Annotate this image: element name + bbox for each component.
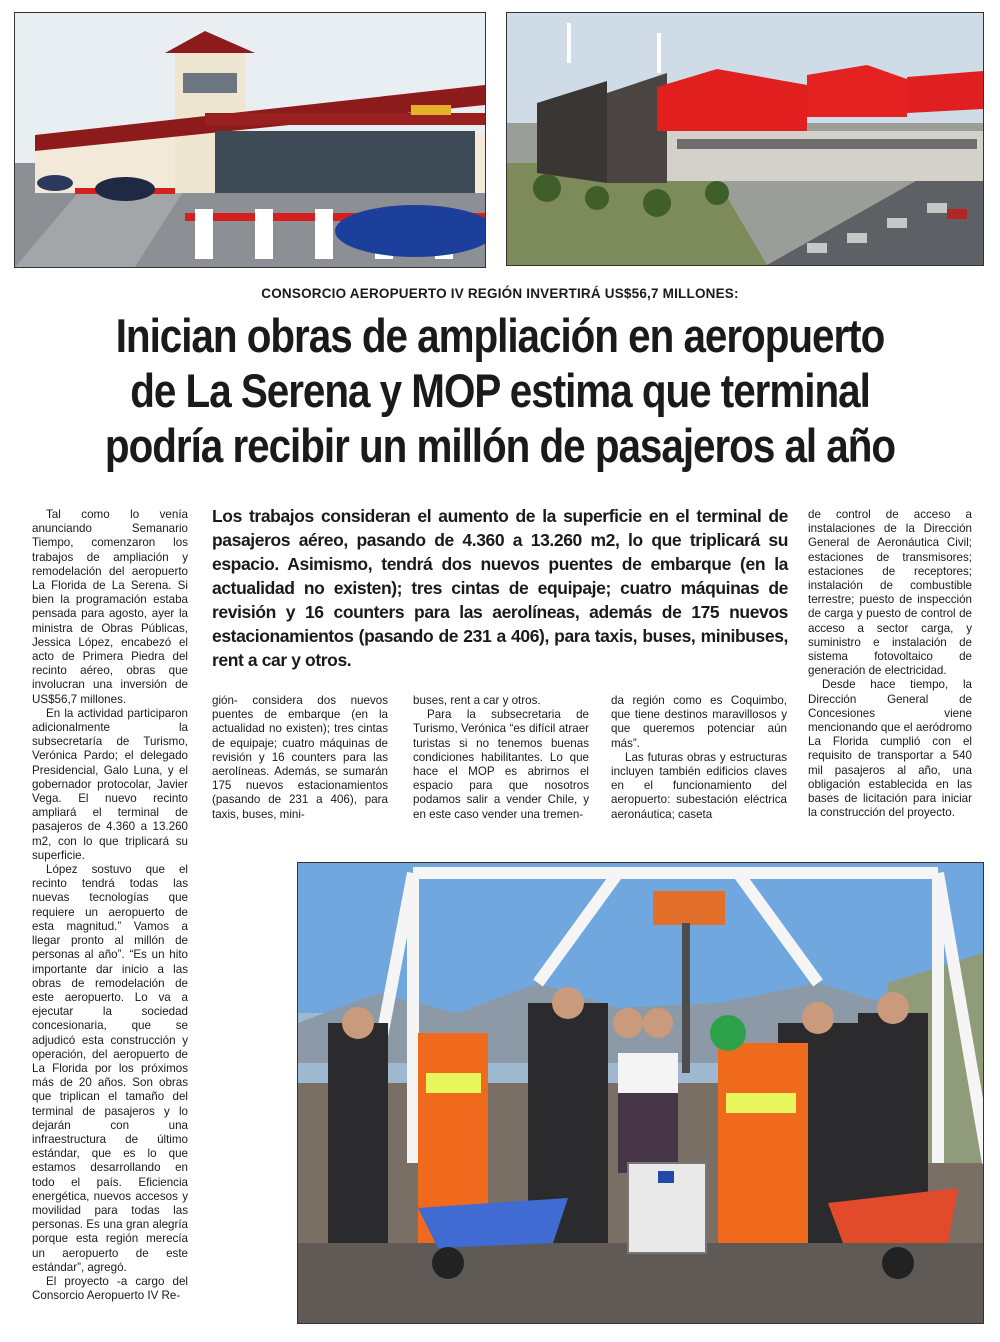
article-column-3 <box>413 694 589 822</box>
article-column-1 <box>32 508 188 1303</box>
article-column-4 <box>611 694 787 822</box>
headline <box>96 308 904 473</box>
headline-line-1: Inician obras de ampliación en aeropuerto <box>115 309 885 362</box>
headline-line-3: podría recibir un millón de pasajeros al año <box>104 419 896 472</box>
article-column-2 <box>212 694 388 822</box>
paragraph: Desde hace tiempo, la Dirección General de Concesiones viene mencionando que el aeródromo La Florida cumplió con el requisito de transportar a 540 mil pasajeros al año, una obligación establecida en las bases de licitación para iniciar la construcción del proyecto. <box>808 678 972 820</box>
paragraph: Para la subsecretaria de Turismo, Verónica “es difícil atraer turistas si no tenemos buenas condiciones habilitantes. Lo que hace el MOP es abrirnos el espacio para que nosotros podamos salir a vender Chile, y en este caso vender una tremen- <box>413 708 589 821</box>
paragraph: de control de acceso a instalaciones de la Dirección General de Aeronáutica Civil; estaciones de transmisores; estaciones de receptores; instalación de combustible terrestre; puesto de inspección de carga y puesto de control de acceso a sector carga, y suministro e instalación de sistema fotovoltaico de generación de electricidad. <box>808 508 972 678</box>
lead-paragraph: Los trabajos consideran el aumento de la superficie en el terminal de pasajeros aéreo, pasando de 4.360 a 13.260 m2, lo que triplicará su espacio. Asimismo, tendrá dos nuevos puentes de embarque (en la actualidad no existen); tres cintas de equipaje; cuatro máquinas de revisión y 16 counters para las aerolíneas, además de 175 nuevos estacionamientos (pasando de 231 a 406), para taxis, buses, minibuses, rent a car y otros. <box>212 506 788 670</box>
article-column-5 <box>808 508 972 820</box>
paragraph: da región como es Coquimbo, que tiene destinos maravillosos y que queremos potenciar aún más”. <box>611 694 787 750</box>
paragraph: buses, rent a car y otros. <box>413 694 541 707</box>
paragraph: El proyecto -a cargo del Consorcio Aeropuerto IV Re- <box>32 1274 188 1303</box>
paragraph: López sostuvo que el recinto tendrá todas las nuevas tecnologías que requiere un aeropuerto de esta magnitud.” Vamos a llegar pronto al millón de personas al año”. “Es un hito importante dar inicio a las obras de remodelación de este aeropuerto. Lo va a ejecutar la sociedad concesionaria, que se adjudicó esta construcción y operación, del aeropuerto de La Florida por los próximos más de 20 años. Son obras que triplican el tamaño del terminal de pasajeros y lo dejarán con una infraestructura de último estándar, que es lo que estamos desarrollando en todo el país. Eficiencia energética, nuevos accesos y movilidad para todas las personas. Es una gran alegría porque esta región merecía un aeropuerto de este estándar”, agregó. <box>32 863 188 1274</box>
paragraph: En la actividad participaron adicionalmente la subsecretaría de Turismo, Verónica Pardo; el delegado Presidencial, Galo Luna, y el gobernador protocolar, Javier Vega. El nuevo recinto ampliará el terminal de pasajeros de 4.360 a 13.260 m2, con lo que triplicará su superficie. <box>32 706 188 862</box>
paragraph: Tal como lo venía anunciando Semanario Tiempo, comenzaron los trabajos de ampliación y remodelación del aeropuerto La Florida de La Serena. Si bien la programación estaba pensada para agosto, ayer la ministra de Obras Públicas, Jessica López, encabezó el acto de Primera Piedra del recinto aéreo, obras que involucran una inversión de US$56,7 millones. <box>32 508 188 706</box>
photo-first-stone-ceremony <box>297 862 984 1324</box>
kicker: CONSORCIO AEROPUERTO IV REGIÓN INVERTIRÁ US$56,7 MILLONES: <box>261 286 739 301</box>
photo-current-terminal <box>14 12 486 268</box>
paragraph: Las futuras obras y estructuras incluyen también edificios claves en el funcionamiento del aeropuerto: subestación eléctrica aeronáutica; caseta <box>611 750 787 821</box>
photo-terminal-rendering <box>506 12 984 266</box>
headline-line-2: de La Serena y MOP estima que terminal <box>130 364 870 417</box>
paragraph: gión- considera dos nuevos puentes de embarque (en la actualidad no existen); tres cintas de equipaje; cuatro máquinas de revisión y 16 counters para las aerolíneas. Además, se sumarán 175 nuevos estacionamientos (pasando de 231 a 406), para taxis, buses, mini- <box>212 694 388 821</box>
